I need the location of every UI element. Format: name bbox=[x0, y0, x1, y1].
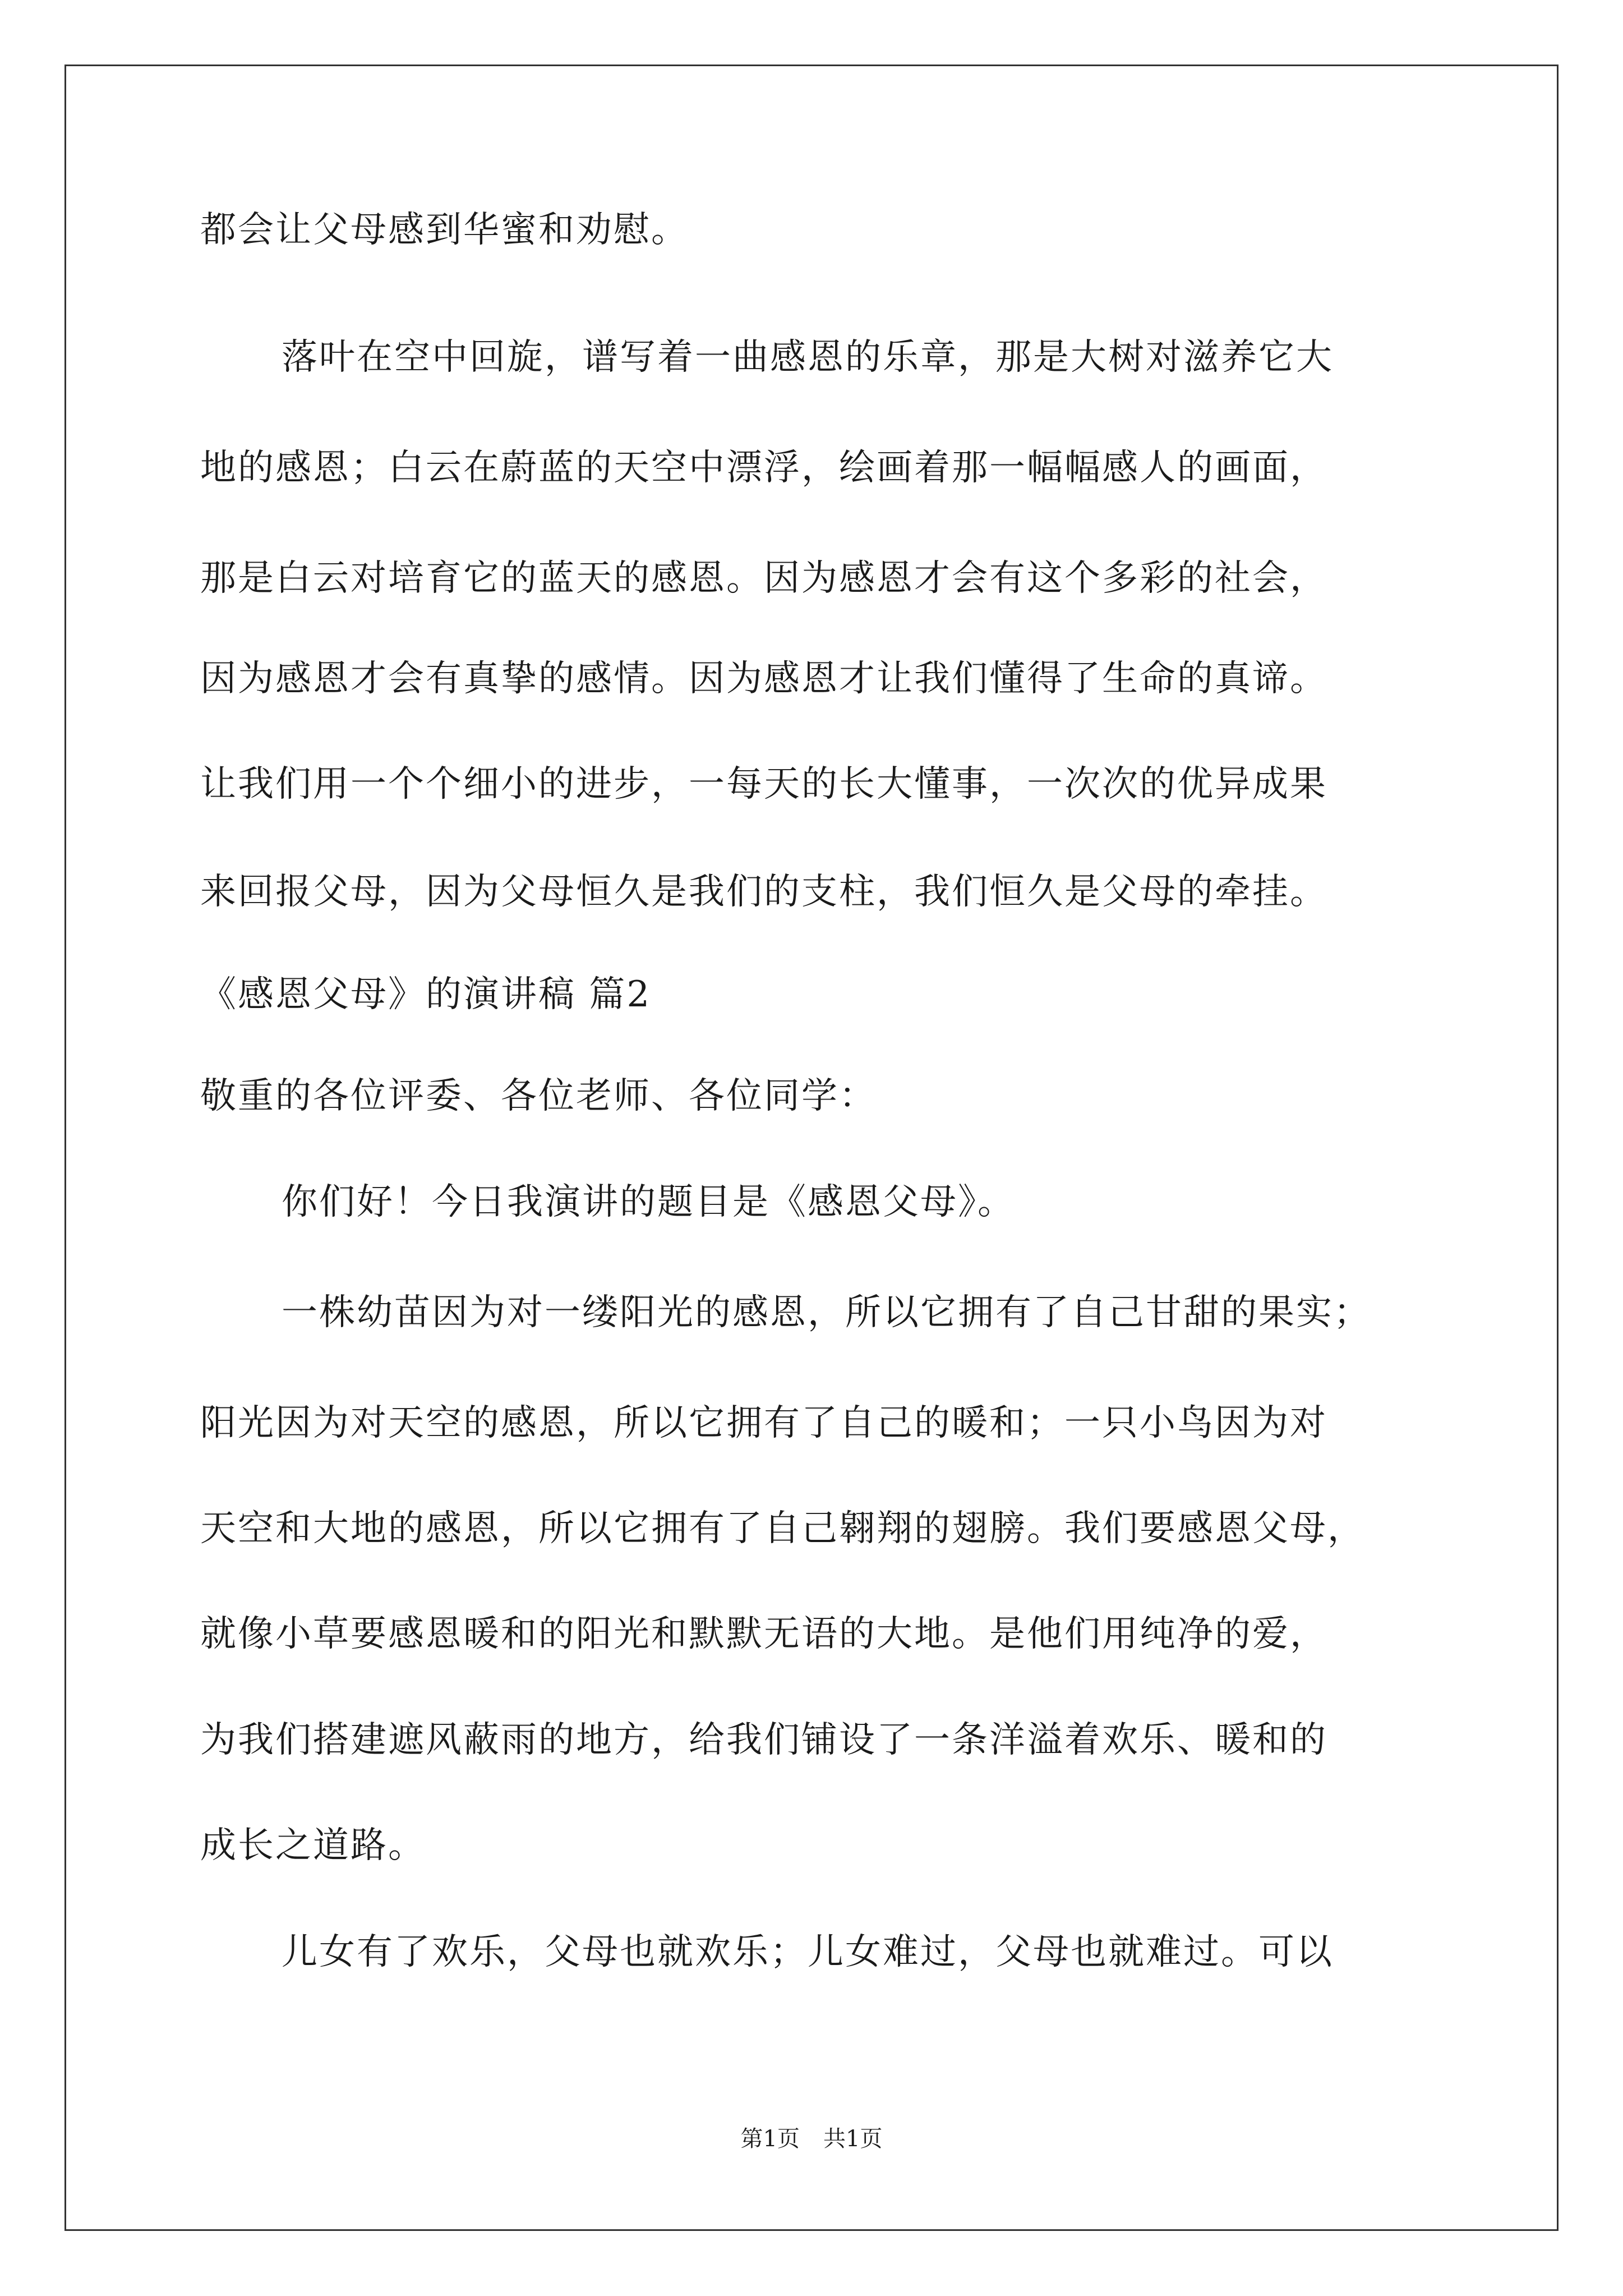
text-line: 因为感恩才会有真挚的感情。因为感恩才让我们懂得了生命的真谛。 bbox=[200, 658, 1327, 700]
text-line: 那是白云对培育它的蓝天的感恩。因为感恩才会有这个多彩的社会， bbox=[200, 558, 1327, 599]
text-line: 成长之道路。 bbox=[200, 1825, 426, 1866]
text-line: 你们好！今日我演讲的题目是《感恩父母》。 bbox=[282, 1181, 1015, 1223]
text-line: 一株幼苗因为对一缕阳光的感恩，所以它拥有了自己甘甜的果实； bbox=[282, 1292, 1371, 1333]
page-number: 第1页 bbox=[740, 2126, 800, 2152]
text-line: 就像小草要感恩暖和的阳光和默默无语的大地。是他们用纯净的爱， bbox=[200, 1613, 1327, 1655]
text-line: 天空和大地的感恩，所以它拥有了自己翱翔的翅膀。我们要感恩父母， bbox=[200, 1508, 1365, 1549]
salutation: 敬重的各位评委、各位老师、各位同学： bbox=[200, 1075, 877, 1117]
page-total: 共1页 bbox=[823, 2126, 883, 2152]
page-frame bbox=[64, 65, 1559, 2231]
text-line: 阳光因为对天空的感恩，所以它拥有了自己的暖和；一只小鸟因为对 bbox=[200, 1402, 1327, 1444]
text-line: 让我们用一个个细小的进步，一每天的长大懂事，一次次的优异成果 bbox=[200, 763, 1327, 805]
page-footer bbox=[0, 2125, 1623, 2153]
text-line: 落叶在空中回旋，谱写着一曲感恩的乐章，那是大树对滋养它大 bbox=[282, 337, 1334, 378]
text-line: 地的感恩；白云在蔚蓝的天空中漂浮，绘画着那一幅幅感人的画面， bbox=[200, 447, 1327, 489]
text-line: 来回报父母，因为父母恒久是我们的支柱，我们恒久是父母的牵挂。 bbox=[200, 871, 1327, 913]
text-line: 为我们搭建遮风蔽雨的地方，给我们铺设了一条洋溢着欢乐、暖和的 bbox=[200, 1719, 1327, 1761]
text-line: 儿女有了欢乐，父母也就欢乐；儿女难过，父母也就难过。可以 bbox=[282, 1931, 1334, 1973]
text-line: 都会让父母感到华蜜和劝慰。 bbox=[200, 209, 689, 251]
section-heading: 《感恩父母》的演讲稿 篇2 bbox=[200, 974, 652, 1015]
